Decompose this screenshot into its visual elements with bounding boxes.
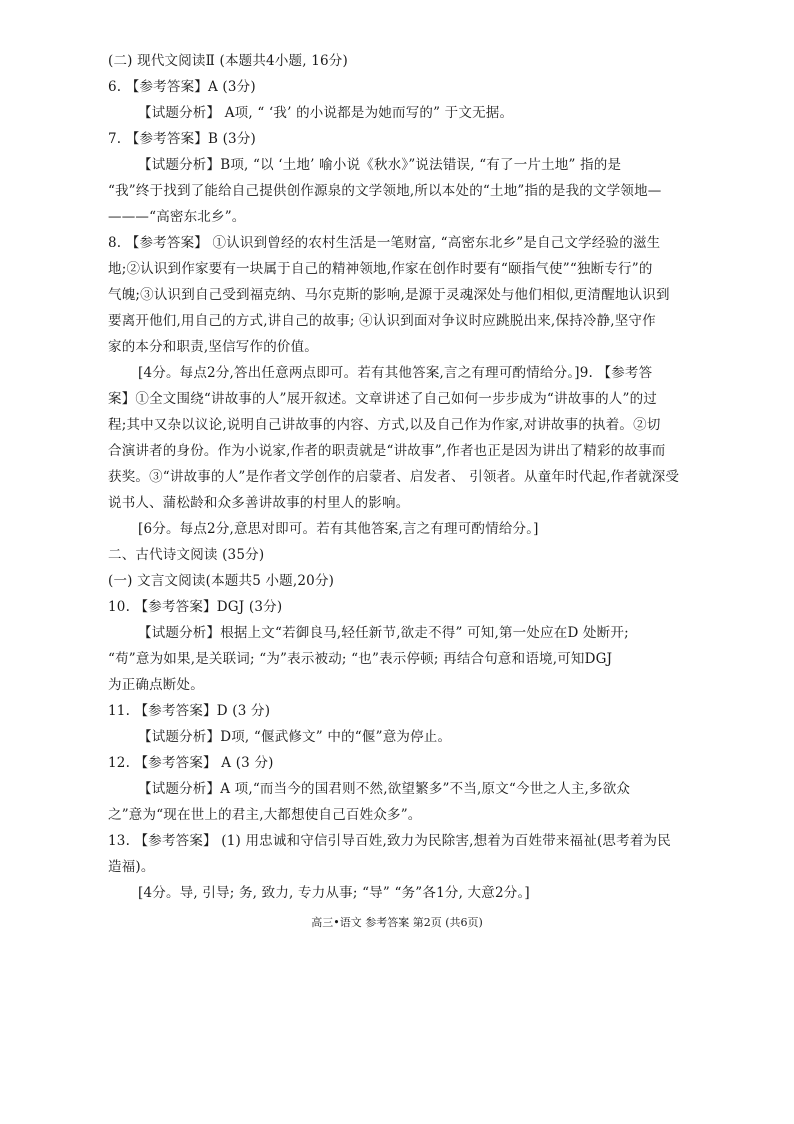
analysis-q7-line3: ———“高密东北乡”。: [108, 209, 246, 225]
scoring-q8-answer-q9: [4分。每点2分,答出任意两点即可。若有其他答案,言之有理可酌情给分。]9. 【参考答: [138, 365, 653, 381]
scoring-q9: [6分。每点2分,意思对即可。若有其他答案,言之有理可酌情给分。]: [138, 521, 539, 537]
scoring-q13: [4分。导, 引导; 务, 致力, 专力从事; “导” “务”各1分, 大意2分。]: [138, 885, 530, 901]
section-heading-classical-prose: (一) 文言文阅读(本题共5 小题,20分): [108, 573, 335, 589]
page-footer: 高三•语文 参考答案 第2页 (共6页): [311, 916, 483, 929]
answer-q8-line2: 地;②认识到作家要有一块属于自己的精神领地,作家在创作时要有“颐指气使”“独断专行”的: [108, 261, 653, 277]
answer-q9-line2: 程;其中又杂以议论,说明自己讲故事的内容、方式,以及自己作为作家,对讲故事的执着。②切: [108, 417, 661, 433]
section-heading-modern-reading-2: (二) 现代文阅读Ⅱ (本题共4小题, 16分): [108, 53, 348, 69]
analysis-q12-line2: 之”意为“现在世上的君主,大都想使自己百姓众多”。: [108, 807, 422, 823]
answer-q8-line1: 8. 【参考答案】 ①认识到曾经的农村生活是一笔财富, “高密东北乡”是自己文学经验的滋生: [108, 235, 661, 251]
answer-q6: 6. 【参考答案】A (3分): [108, 79, 256, 95]
analysis-q12-line1: 【试题分析】A 项,“而当今的国君则不然,欲望繁多”不当,原文“今世之人主,多欲众: [138, 781, 631, 797]
analysis-q10-line1: 【试题分析】根据上文“若御良马,轻任新节,欲走不得” 可知,第一处应在D 处断开;: [138, 625, 629, 641]
analysis-q10-line2: “苟”意为如果,是关联词; “为”表示被动; “也”表示停顿; 再结合句意和语境,可知DGJ: [108, 651, 613, 667]
answer-q12: 12. 【参考答案】 A (3 分): [108, 755, 274, 771]
answer-q9-line3: 合演讲者的身份。作为小说家,作者的职责就是“讲故事”,作者也正是因为讲出了精彩的故事而: [108, 443, 666, 459]
answer-q13-line2: 造福)。: [108, 859, 155, 875]
analysis-q10-line3: 为正确点断处。: [108, 677, 204, 693]
answer-q8-line5: 家的本分和职责,坚信写作的价值。: [108, 339, 318, 355]
answer-q11: 11. 【参考答案】D (3 分): [108, 703, 271, 719]
analysis-q6: 【试题分析】 A项, “ ‘我’ 的小说都是为她而写的” 于文无据。: [138, 105, 514, 121]
answer-q9-line5: 说书人、蒲松龄和众多善讲故事的村里人的影响。: [108, 495, 410, 511]
answer-q7: 7. 【参考答案】B (3分): [108, 131, 257, 147]
analysis-q7-line2: “我”终于找到了能给自己提供创作源泉的文学领地,所以本处的“土地”指的是我的文学领地—: [108, 183, 662, 199]
answer-q10: 10. 【参考答案】DGJ (3分): [108, 599, 283, 615]
answer-q9-line4: 获奖。③“讲故事的人”是作者文学创作的启蒙者、启发者、 引领者。从童年时代起,作者就深受: [108, 469, 680, 485]
analysis-q7-line1: 【试题分析】B项, “以 ‘土地’ 喻小说《秋水》”说法错误, “有了一片土地” 指的是: [138, 157, 622, 173]
answer-q8-line4: 要离开他们,用自己的方式,讲自己的故事; ④认识到面对争议时应跳脱出来,保持冷静,坚守作: [108, 313, 656, 329]
analysis-q11: 【试题分析】D项, “偃武修文” 中的“偃”意为停止。: [138, 729, 452, 745]
answer-q9-line1: 案】①全文围绕“讲故事的人”展开叙述。文章讲述了自己如何一步步成为“讲故事的人”的过: [108, 391, 658, 407]
answer-q13-line1: 13. 【参考答案】 (1) 用忠诚和守信引导百姓,致力为民除害,想着为百姓带来福祉(思考着为民: [108, 833, 671, 849]
section-heading-classical-poetry: 二、古代诗文阅读 (35分): [108, 547, 265, 563]
answer-q8-line3: 气魄;③认识到自己受到福克纳、马尔克斯的影响,是源于灵魂深处与他们相似,更清醒地认识到: [108, 287, 670, 303]
